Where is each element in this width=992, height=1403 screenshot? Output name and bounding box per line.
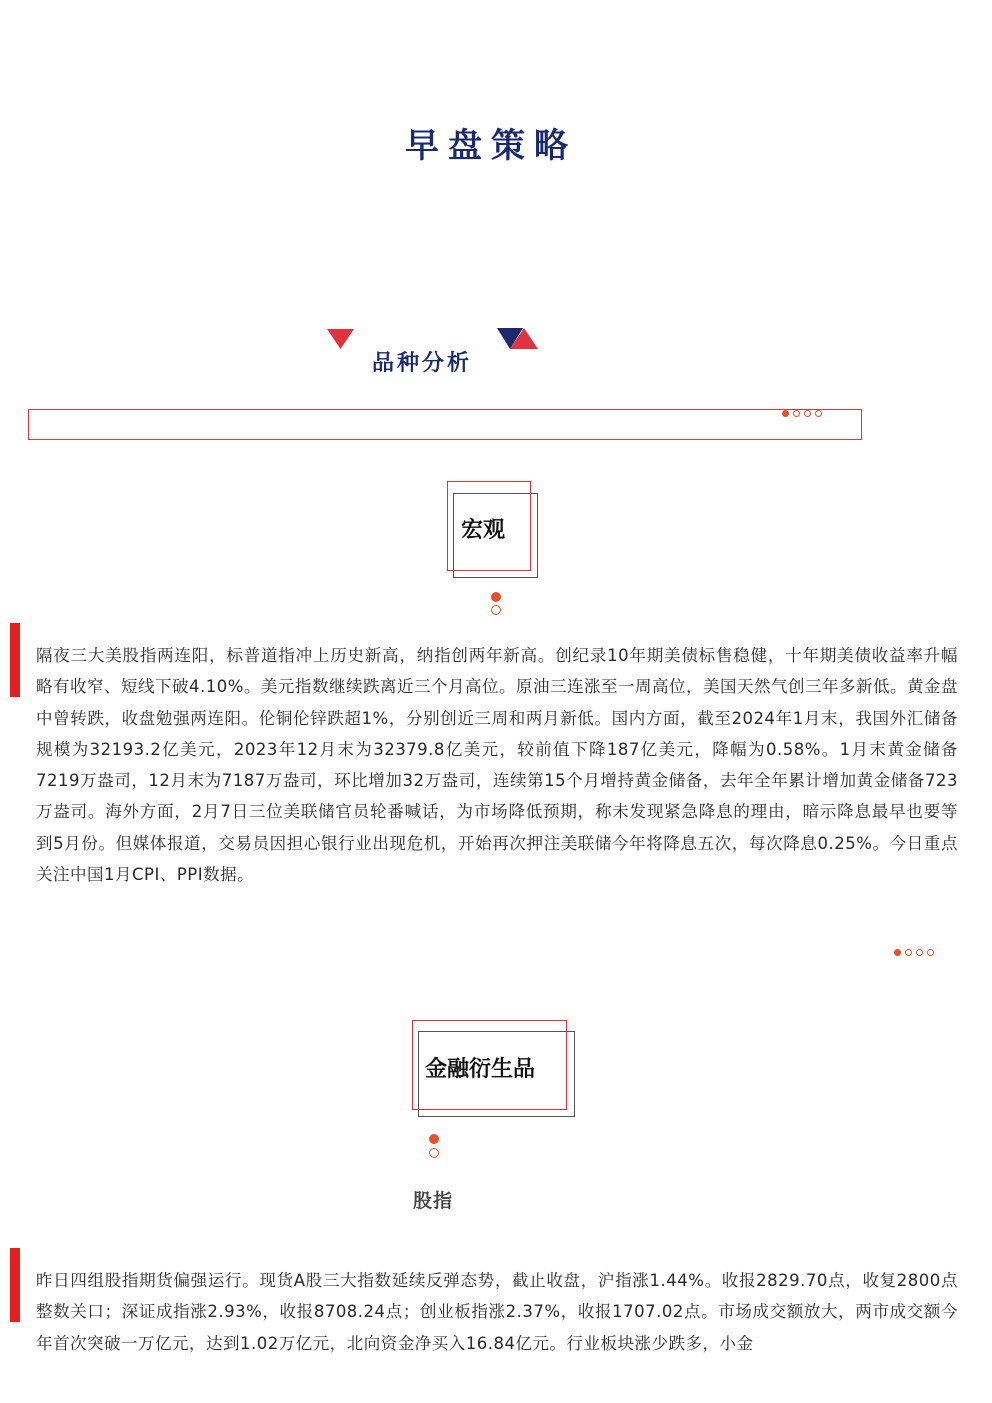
macro-label: 宏观 (461, 518, 506, 543)
page-title: 早盘策略 (405, 126, 577, 166)
connector-dot-icon (429, 1134, 439, 1144)
connector-dot-icon (429, 1148, 439, 1158)
triangle-down-icon (326, 328, 356, 350)
section-heading: 品种分析 (372, 351, 473, 376)
sub-heading: 股指 (413, 1190, 454, 1212)
section-banner (28, 409, 862, 440)
paragraph-marker (10, 1248, 20, 1322)
derivatives-paragraph: 昨日四组股指期货偏强运行。现货A股三大指数延续反弹态势，截止收盘，沪指涨1.44%。收报2829.70点，收复2800点整数关口；深证成指涨2.93%，收报8708.24点；创业板指涨2.37%，收报1707.02点。市场成交额放大，两市成交额今年首次突破一万亿元，达到1.02万亿元，北向资金净买入16.84亿元。行业板块涨少跌多，小金 (36, 1271, 958, 1353)
connector-dot-icon (491, 605, 501, 615)
connector-dot-icon (491, 592, 501, 602)
derivatives-label: 金融衍生品 (425, 1057, 536, 1082)
dots-icon (782, 410, 822, 417)
triangles-icon (496, 327, 542, 351)
paragraph-marker (10, 623, 20, 697)
macro-paragraph: 隔夜三大美股指两连阳，标普道指冲上历史新高，纳指创两年新高。创纪录10年期美债标售稳健，十年期美债收益率升幅略有收窄、短线下破4.10%。美元指数继续跌离近三个月高位。原油三连涨至一周高位，美国天然气创三年多新低。黄金盘中曾转跌，收盘勉强两连阳。伦铜伦锌跌超1%，分别创近三周和两月新低。国内方面，截至2024年1月末，我国外汇储备规模为32193.2亿美元，2023年12月末为32379.8亿美元，较前值下降187亿美元，降幅为0.58%。1月末黄金储备7219万盎司，12月末为7187万盎司，环比增加32万盎司，连续第15个月增持黄金储备，去年全年累计增加黄金储备723万盎司。海外方面，2月7日三位美联储官员轮番喊话，为市场降低预期，称未发现紧急降息的理由，暗示降息最早也要等到5月份。但媒体报道，交易员因担心银行业出现危机，开始再次押注美联储今年将降息五次，每次降息0.25%。今日重点关注中国1月CPI、PPI数据。 (36, 646, 958, 885)
dots-icon (894, 949, 934, 956)
